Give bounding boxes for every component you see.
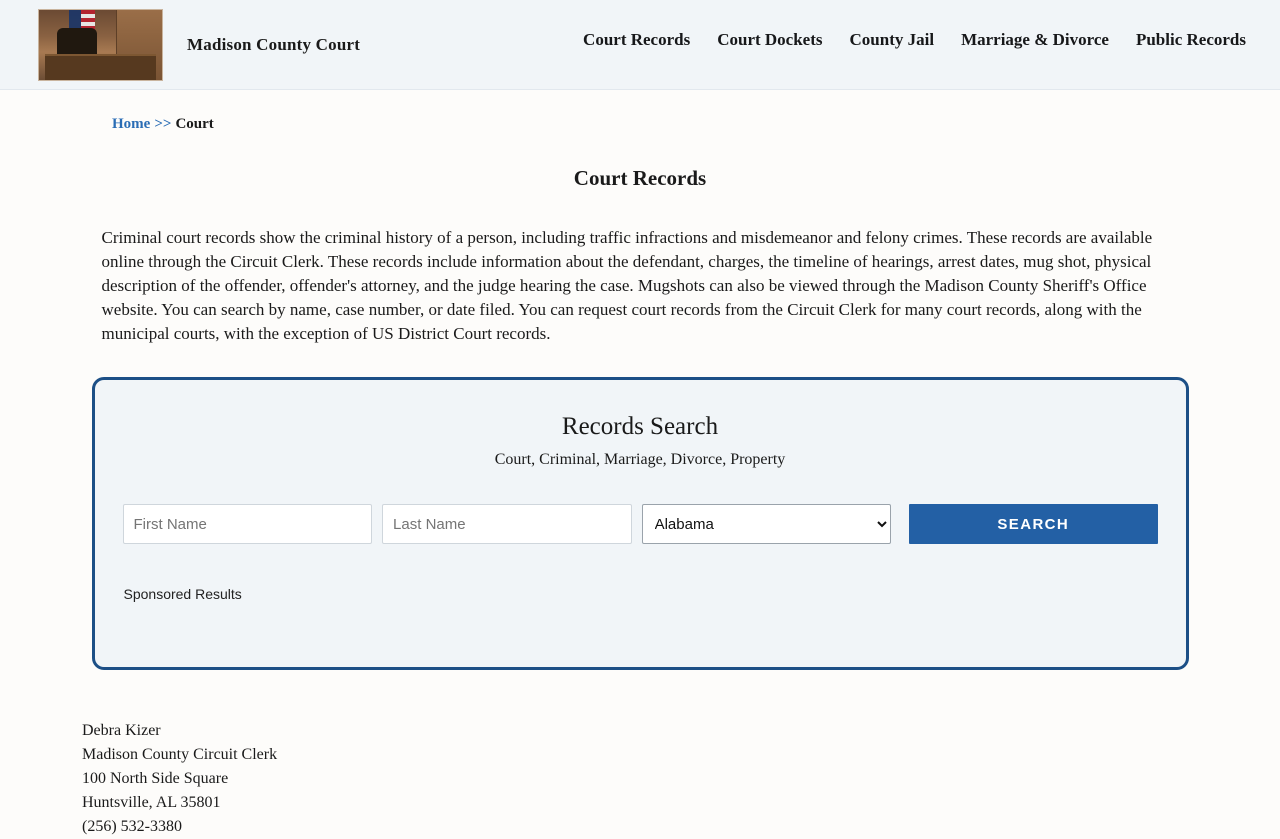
records-search-subtitle: Court, Criminal, Marriage, Divorce, Property — [494, 451, 786, 468]
nav-item-court-dockets[interactable]: Court Dockets — [717, 30, 823, 49]
records-search-title: Records Search — [561, 413, 719, 440]
site-title: Madison County Court — [187, 34, 361, 54]
contact-name: Debra Kizer — [82, 722, 161, 739]
contact-block — [82, 719, 1280, 839]
contact-address-line1: 100 North Side Square — [82, 770, 229, 787]
main-navigation — [583, 30, 1246, 50]
breadcrumb-current: Court — [175, 116, 214, 132]
nav-item-public-records[interactable]: Public Records — [1135, 30, 1246, 49]
nav-item-marriage-divorce[interactable]: Marriage & Divorce — [961, 30, 1109, 49]
breadcrumb-separator: >> — [154, 116, 172, 132]
site-header — [0, 0, 1280, 90]
contact-role: Madison County Circuit Clerk — [82, 746, 278, 763]
page-title: Court Records — [573, 166, 707, 190]
first-name-input[interactable] — [123, 504, 373, 544]
contact-phone: (256) 532-3380 — [82, 818, 182, 835]
judge-bench-shape — [45, 54, 156, 80]
intro-paragraph: Criminal court records show the criminal history of a person, including traffic infractions and misdemeanor and felony crimes. These records are available online through the Circuit Clerk. These records include information about the defendant, charges, the timeline of hearings, arrest dates, mug shot, physical description of the offender, offender's attorney, and the judge hearing the case. Mugshots can also be viewed through the Madison County Sheriff's Office website. You can search by name, case number, or date filed. You can request court records from the Circuit Clerk for many court records, along with the municipal courts, with the exception of US District Court records. — [101, 228, 1153, 343]
nav-item-county-jail[interactable]: County Jail — [849, 30, 935, 49]
breadcrumb-home-link[interactable]: Home — [112, 116, 151, 132]
search-button[interactable]: SEARCH — [909, 504, 1157, 544]
nav-item-court-records[interactable]: Court Records — [583, 30, 691, 49]
breadcrumb — [112, 116, 1280, 133]
courthouse-logo-image[interactable] — [38, 9, 163, 81]
contact-address-line2: Huntsville, AL 35801 — [82, 794, 221, 811]
last-name-input[interactable] — [382, 504, 632, 544]
sponsored-results-label: Sponsored Results — [123, 586, 242, 602]
records-search-form — [123, 504, 1158, 544]
state-select[interactable] — [642, 504, 891, 544]
records-search-card — [92, 377, 1189, 670]
